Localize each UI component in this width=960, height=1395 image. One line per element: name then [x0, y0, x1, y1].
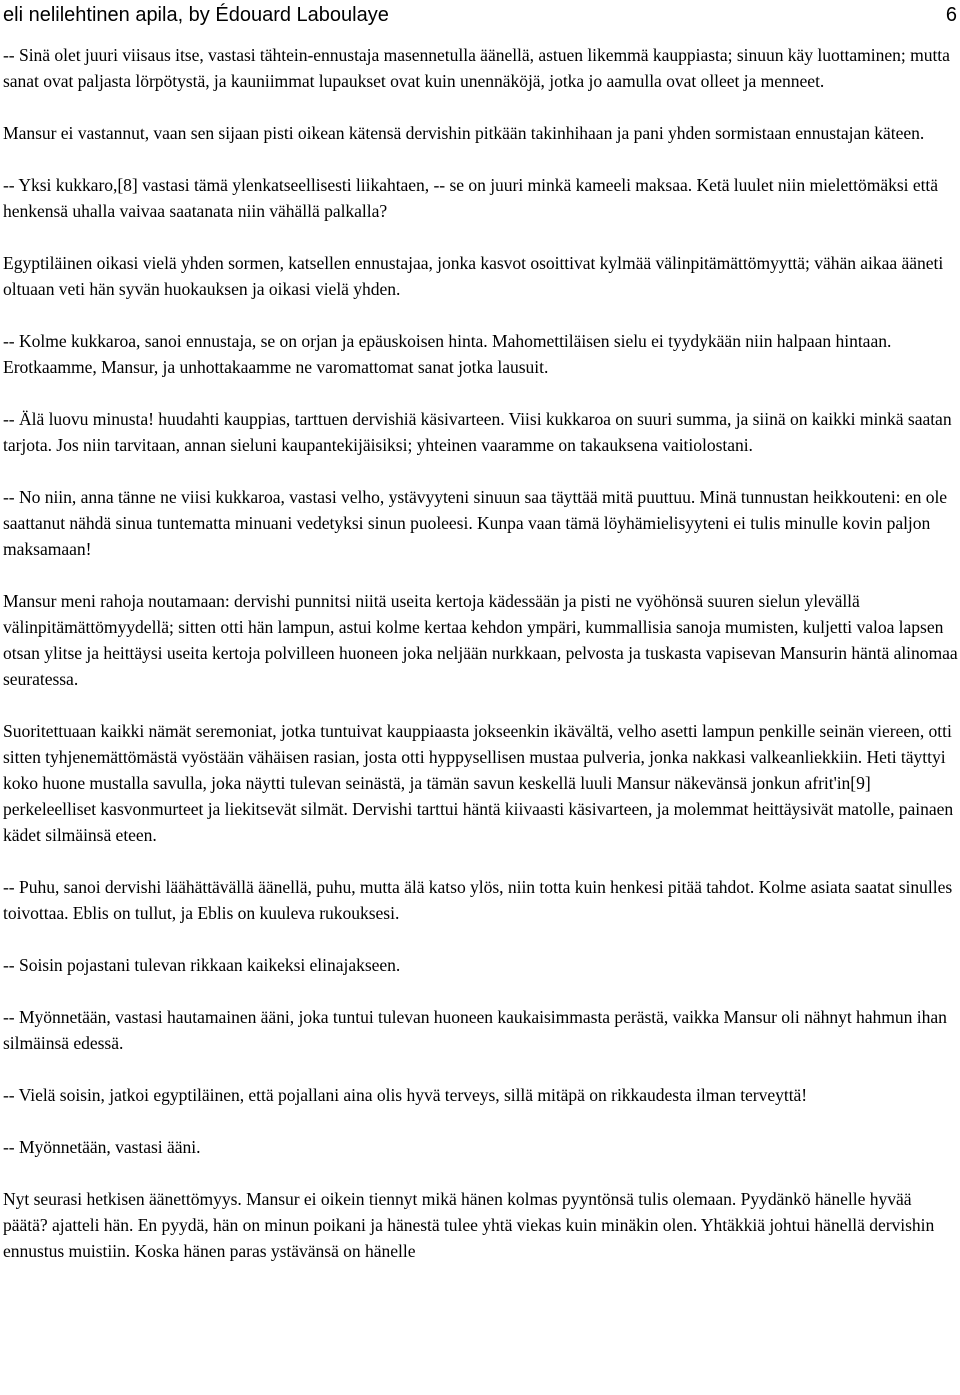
paragraph: -- Myönnetään, vastasi hautamainen ääni, joka tuntui tulevan huoneen kaukaisimmasta perästä, vaikka Mansur oli nähnyt hahmun ihan silmäinsä edessä. — [3, 1007, 947, 1053]
paragraph: Mansur meni rahoja noutamaan: dervishi punnitsi niitä useita kertoja kädessään ja pisti ne vyöhönsä suuren sielun ylevällä välinpitämättömyydellä; sitten otti hän lampun, astui kolme kertaa kehdon ympäri, kummallisia sanoja mumisten, kuljetti valoa lapsen otsan ylitse ja heittäysi useita kertoja polvilleen huoneen joka neljään nurkkaan, pelvosta ja tuskasta vapisevan Mansurin häntä alinomaa seuratessa. — [3, 591, 958, 689]
paragraph: -- Älä luovu minusta! huudahti kauppias, tarttuen dervishiä käsivarteen. Viisi kukkaroa on suuri summa, ja siinä on kaikki minkä saatan tarjota. Jos niin tarvitaan, annan sieluni kaupantekijäisiksi; yhteinen vaaramme on takauksena vaitiolostani. — [3, 409, 952, 455]
paragraph: Nyt seurasi hetkisen äänettömyys. Mansur ei oikein tiennyt mikä hänen kolmas pyyntönsä tulis olemaan. Pyydänkö hänelle hyvää päätä? ajatteli hän. En pyydä, hän on minun poikani ja hänestä tulee yhtä viekas kuin minäkin olen. Yhtäkkiä johtui hänellä dervishin ennustus muistiin. Koska hänen paras ystävänsä on hänelle — [3, 1189, 935, 1261]
paragraph: -- Sinä olet juuri viisaus itse, vastasi tähtein-ennustaja masennetulla äänellä, astuen likemmä kauppiasta; sinuun käy luottaminen; mutta sanat ovat paljasta lörpötystä, ja kauniimmat lupaukset ovat kuin unennäköjä, jotka jo aamulla ovat olleet ja menneet. — [3, 45, 950, 91]
document-title: eli nelilehtinen apila, by Édouard Laboulaye — [3, 4, 389, 26]
page-header — [3, 1, 957, 29]
paragraph: Egyptiläinen oikasi vielä yhden sormen, katsellen ennustajaa, jonka kasvot osoittivat kylmää välinpitämättömyyttä; vähän aikaa ääneti oltuaan veti hän syvän huokauksen ja oikasi vielä yhden. — [3, 253, 944, 299]
paragraph: -- Myönnetään, vastasi ääni. — [3, 1137, 201, 1157]
paragraph: -- No niin, anna tänne ne viisi kukkaroa, vastasi velho, ystävyyteni sinuun saa täyttää mitä puuttuu. Minä tunnustan heikkouteni: en ole saattanut nähdä sinua tuntematta minuani vedetyksi sinun puoleesi. Kunpa vaan tämä löyhämielisyyteni ei tulis minulle kovin paljon maksamaan! — [3, 487, 948, 559]
paragraph: -- Kolme kukkaroa, sanoi ennustaja, se on orjan ja epäuskoisen hinta. Mahomettiläisen sielu ei tyydykään niin halpaan hintaan. Erotkaamme, Mansur, ja unhottakaamme ne varomattomat sanat jotka lausuit. — [3, 331, 892, 377]
paragraph: Mansur ei vastannut, vaan sen sijaan pisti oikean kätensä dervishin pitkään takinhihaan ja pani yhden sormistaan ennustajan käteen. — [3, 123, 925, 143]
document-body — [3, 42, 958, 1290]
paragraph: Suoritettuaan kaikki nämät seremoniat, jotka tuntuivat kauppiaasta jokseenkin ikävältä, velho asetti lampun penkille seinän viereen, otti sitten tyhjenemättömästä vyöstään vähäisen rasian, josta otti hyppysellisen mustaa pulveria, jonka nakkasi valkeanliekkiin. Heti täyttyi koko huone mustalla savulla, joka näytti tulevan seinästä, ja tämän savun keskellä luuli Mansur näkevänsä jonkun afrit'in[9] perkeleelliset kasvonmurteet ja liekitsevät silmät. Dervishi tarttui häntä kiivaasti käsivarteen, ja molemmat heittäysivät matolle, painaen kädet silmäinsä eteen. — [3, 721, 954, 845]
paragraph: -- Vielä soisin, jatkoi egyptiläinen, että pojallani aina olis hyvä terveys, sillä mitäpä on rikkaudesta ilman terveyttä! — [3, 1085, 808, 1105]
paragraph: -- Yksi kukkaro,[8] vastasi tämä ylenkatseellisesti liikahtaen, -- se on juuri minkä kameeli maksaa. Ketä luulet niin mielettömäksi että henkensä uhalla vaivaa saatanata niin vähällä palkalla? — [3, 175, 939, 221]
paragraph: -- Soisin pojastani tulevan rikkaan kaikeksi elinajakseen. — [3, 955, 401, 975]
paragraph: -- Puhu, sanoi dervishi läähättävällä äänellä, puhu, mutta älä katso ylös, niin totta kuin henkesi pitää tahdot. Kolme asiata saatat sinulles toivottaa. Eblis on tullut, ja Eblis on kuuleva rukouksesi. — [3, 877, 953, 923]
page-number: 6 — [945, 4, 957, 26]
